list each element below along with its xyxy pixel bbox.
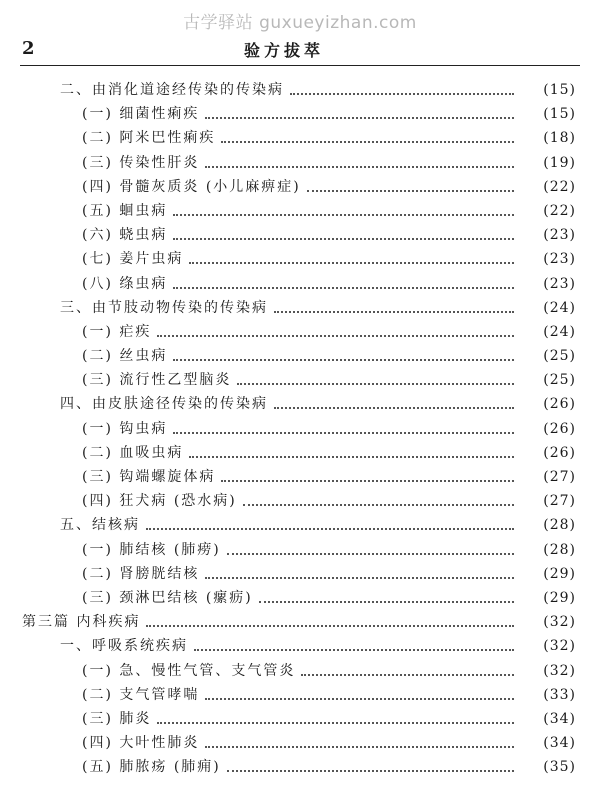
site-watermark: 古学驿站 guxueyizhan.com — [183, 13, 417, 33]
dot-leader — [221, 141, 514, 143]
toc-entry[interactable] — [0, 513, 600, 537]
dot-leader — [146, 625, 514, 627]
toc-entry[interactable] — [0, 683, 600, 707]
dot-leader — [173, 359, 514, 361]
toc-entry-label: (三) 钩端螺旋体病 — [82, 465, 219, 489]
toc-entry[interactable] — [0, 538, 600, 562]
toc-entry-page: (32) — [543, 638, 576, 655]
toc-entry[interactable] — [0, 586, 600, 610]
toc-entry-page: (25) — [543, 372, 576, 389]
dot-leader — [194, 649, 514, 651]
toc-entry-page: (23) — [543, 227, 576, 244]
toc-entry[interactable] — [0, 489, 600, 513]
toc-entry-page: (33) — [543, 686, 576, 703]
toc-entry[interactable] — [0, 272, 600, 296]
toc-entry[interactable] — [0, 659, 600, 683]
toc-entry-page: (26) — [543, 396, 576, 413]
toc-entry[interactable] — [0, 755, 600, 779]
toc-entry-label: (一) 疟疾 — [82, 320, 155, 344]
dot-leader — [205, 117, 514, 119]
table-of-contents — [0, 78, 600, 779]
dot-leader — [274, 407, 514, 409]
toc-entry[interactable] — [0, 78, 600, 102]
dot-leader — [290, 93, 514, 95]
toc-entry-page: (34) — [543, 710, 576, 727]
toc-entry-page: (26) — [543, 420, 576, 437]
toc-entry-label: (三) 肺炎 — [82, 707, 155, 731]
dot-leader — [227, 770, 514, 772]
toc-entry-label: (五) 肺脓疡 (肺痈) — [82, 755, 225, 779]
toc-entry-page: (29) — [543, 565, 576, 582]
toc-entry-label: (二) 支气管哮喘 — [82, 683, 203, 707]
toc-entry-page: (22) — [543, 202, 576, 219]
toc-entry-page: (34) — [543, 735, 576, 752]
dot-leader — [146, 528, 514, 530]
toc-entry-label: 四、由皮肤途径传染的传染病 — [60, 392, 272, 416]
toc-entry-page: (35) — [543, 759, 576, 776]
toc-entry-page: (22) — [543, 178, 576, 195]
toc-entry-label: 第三篇 内科疾病 — [22, 610, 144, 634]
page-header — [22, 38, 578, 62]
toc-entry-page: (15) — [543, 82, 576, 98]
toc-entry-page: (28) — [543, 517, 576, 534]
toc-entry[interactable] — [0, 102, 600, 126]
toc-entry-page: (23) — [543, 275, 576, 292]
toc-entry-label: (四) 大叶性肺炎 — [82, 731, 203, 755]
toc-entry[interactable] — [0, 320, 600, 344]
toc-entry-label: (二) 肾膀胱结核 — [82, 562, 203, 586]
toc-entry[interactable] — [0, 441, 600, 465]
toc-entry-label: (三) 颈淋巴结核 (瘰疬) — [82, 586, 257, 610]
toc-entry-label: (四) 骨髓灰质炎 (小儿麻痹症) — [82, 175, 305, 199]
toc-entry-label: 一、呼吸系统疾病 — [60, 634, 192, 658]
toc-entry[interactable] — [0, 707, 600, 731]
toc-entry-page: (23) — [543, 251, 576, 268]
toc-entry-page: (28) — [543, 541, 576, 558]
toc-entry[interactable] — [0, 296, 600, 320]
toc-entry[interactable] — [0, 465, 600, 489]
toc-entry-label: (四) 狂犬病 (恐水病) — [82, 489, 241, 513]
dot-leader — [227, 553, 514, 555]
page-number: 2 — [22, 38, 35, 59]
toc-entry[interactable] — [0, 634, 600, 658]
dot-leader — [243, 504, 514, 506]
toc-entry-label: (三) 流行性乙型脑炎 — [82, 368, 235, 392]
toc-entry[interactable] — [0, 417, 600, 441]
toc-entry-page: (32) — [543, 662, 576, 679]
toc-entry[interactable] — [0, 175, 600, 199]
dot-leader — [189, 262, 514, 264]
toc-entry-page: (24) — [543, 299, 576, 316]
toc-entry[interactable] — [0, 610, 600, 634]
toc-entry-label: 三、由节肢动物传染的传染病 — [60, 296, 272, 320]
dot-leader — [205, 698, 514, 700]
dot-leader — [237, 383, 514, 385]
toc-entry[interactable] — [0, 223, 600, 247]
toc-entry[interactable] — [0, 368, 600, 392]
toc-entry[interactable] — [0, 344, 600, 368]
toc-entry-label: (六) 蛲虫病 — [82, 223, 171, 247]
toc-entry[interactable] — [0, 126, 600, 150]
toc-entry-label: 五、结核病 — [60, 513, 144, 537]
dot-leader — [221, 480, 514, 482]
dot-leader — [173, 432, 514, 434]
dot-leader — [205, 746, 514, 748]
toc-entry-page: (19) — [543, 154, 576, 171]
dot-leader — [173, 238, 514, 240]
toc-entry-label: 二、由消化道途经传染的传染病 — [60, 78, 288, 102]
toc-entry-label: (一) 细菌性痢疾 — [82, 102, 203, 126]
toc-entry-label: (八) 绦虫病 — [82, 272, 171, 296]
toc-entry-page: (26) — [543, 444, 576, 461]
dot-leader — [157, 722, 514, 724]
toc-entry-label: (三) 传染性肝炎 — [82, 151, 203, 175]
toc-entry-page: (18) — [543, 130, 576, 147]
toc-entry-label: (二) 丝虫病 — [82, 344, 171, 368]
toc-entry-page: (27) — [543, 493, 576, 510]
dot-leader — [157, 335, 514, 337]
header-rule — [20, 65, 580, 66]
toc-entry-label: (一) 肺结核 (肺痨) — [82, 538, 225, 562]
dot-leader — [205, 166, 514, 168]
toc-entry-label: (一) 钩虫病 — [82, 417, 171, 441]
toc-entry[interactable] — [0, 151, 600, 175]
dot-leader — [259, 601, 514, 603]
toc-entry[interactable] — [0, 199, 600, 223]
dot-leader — [301, 674, 514, 676]
dot-leader — [205, 577, 514, 579]
toc-entry-label: (一) 急、慢性气管、支气管炎 — [82, 659, 299, 683]
toc-entry[interactable] — [0, 247, 600, 271]
toc-entry-label: (七) 姜片虫病 — [82, 247, 187, 271]
toc-entry[interactable] — [0, 562, 600, 586]
toc-entry[interactable] — [0, 392, 600, 416]
toc-entry-page: (25) — [543, 348, 576, 365]
dot-leader — [307, 190, 514, 192]
toc-entry[interactable] — [0, 731, 600, 755]
toc-entry-page: (29) — [543, 589, 576, 606]
toc-entry-label: (二) 阿米巴性痢疾 — [82, 126, 219, 150]
toc-entry-label: (五) 蛔虫病 — [82, 199, 171, 223]
dot-leader — [173, 287, 514, 289]
toc-entry-page: (32) — [543, 614, 576, 631]
toc-entry-page: (15) — [543, 106, 576, 123]
dot-leader — [173, 214, 514, 216]
toc-entry-page: (24) — [543, 323, 576, 340]
dot-leader — [189, 456, 514, 458]
toc-entry-label: (二) 血吸虫病 — [82, 441, 187, 465]
book-title: 验方拔萃 — [244, 41, 325, 60]
dot-leader — [274, 311, 514, 313]
toc-entry-page: (27) — [543, 469, 576, 485]
